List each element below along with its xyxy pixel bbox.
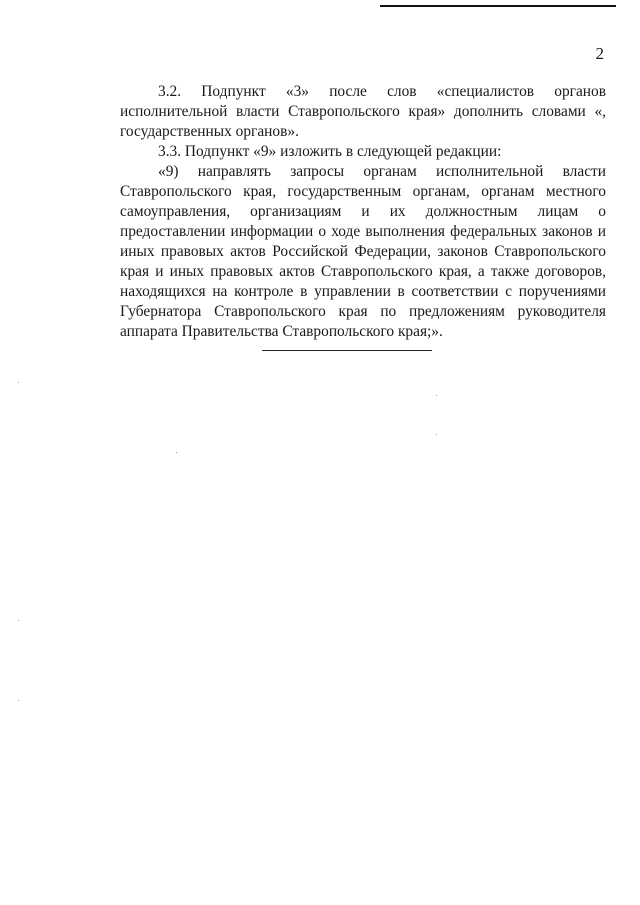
scan-speck: [18, 620, 19, 621]
scan-speck: [436, 434, 437, 435]
closing-rule: [262, 350, 432, 351]
scan-speck: [18, 382, 19, 383]
paragraph-9-text: «9) направлять запросы органам исполнительной власти Ставропольского края, государственным органам, органам местного самоуправления, организациям и их должностным лицам о предоставлении информации о ходе выполнения федеральных законов и иных правовых актов Российской Федерации, законов Ставропольского края и иных правовых актов Ставропольского края, а также договоров, находящихся на контроле в управлении в соответствии с поручениями Губернатора Ставропольского края по предложениям руководителя аппарата Правительства Ставропольского края;».: [120, 163, 606, 340]
header-rule: [380, 5, 616, 7]
scan-speck: [18, 700, 19, 701]
scan-speck: [436, 395, 437, 396]
page-number: 2: [595, 44, 604, 63]
paragraph-3-3: 3.3. Подпункт «9» изложить в следующей редакции:: [158, 143, 502, 160]
scan-speck: [176, 452, 177, 453]
document-body: [120, 82, 606, 342]
paragraph-3-2: 3.2. Подпункт «3» после слов «специалистов органов исполнительной власти Ставропольского края» дополнить словами «, государственных органов».: [120, 83, 606, 140]
